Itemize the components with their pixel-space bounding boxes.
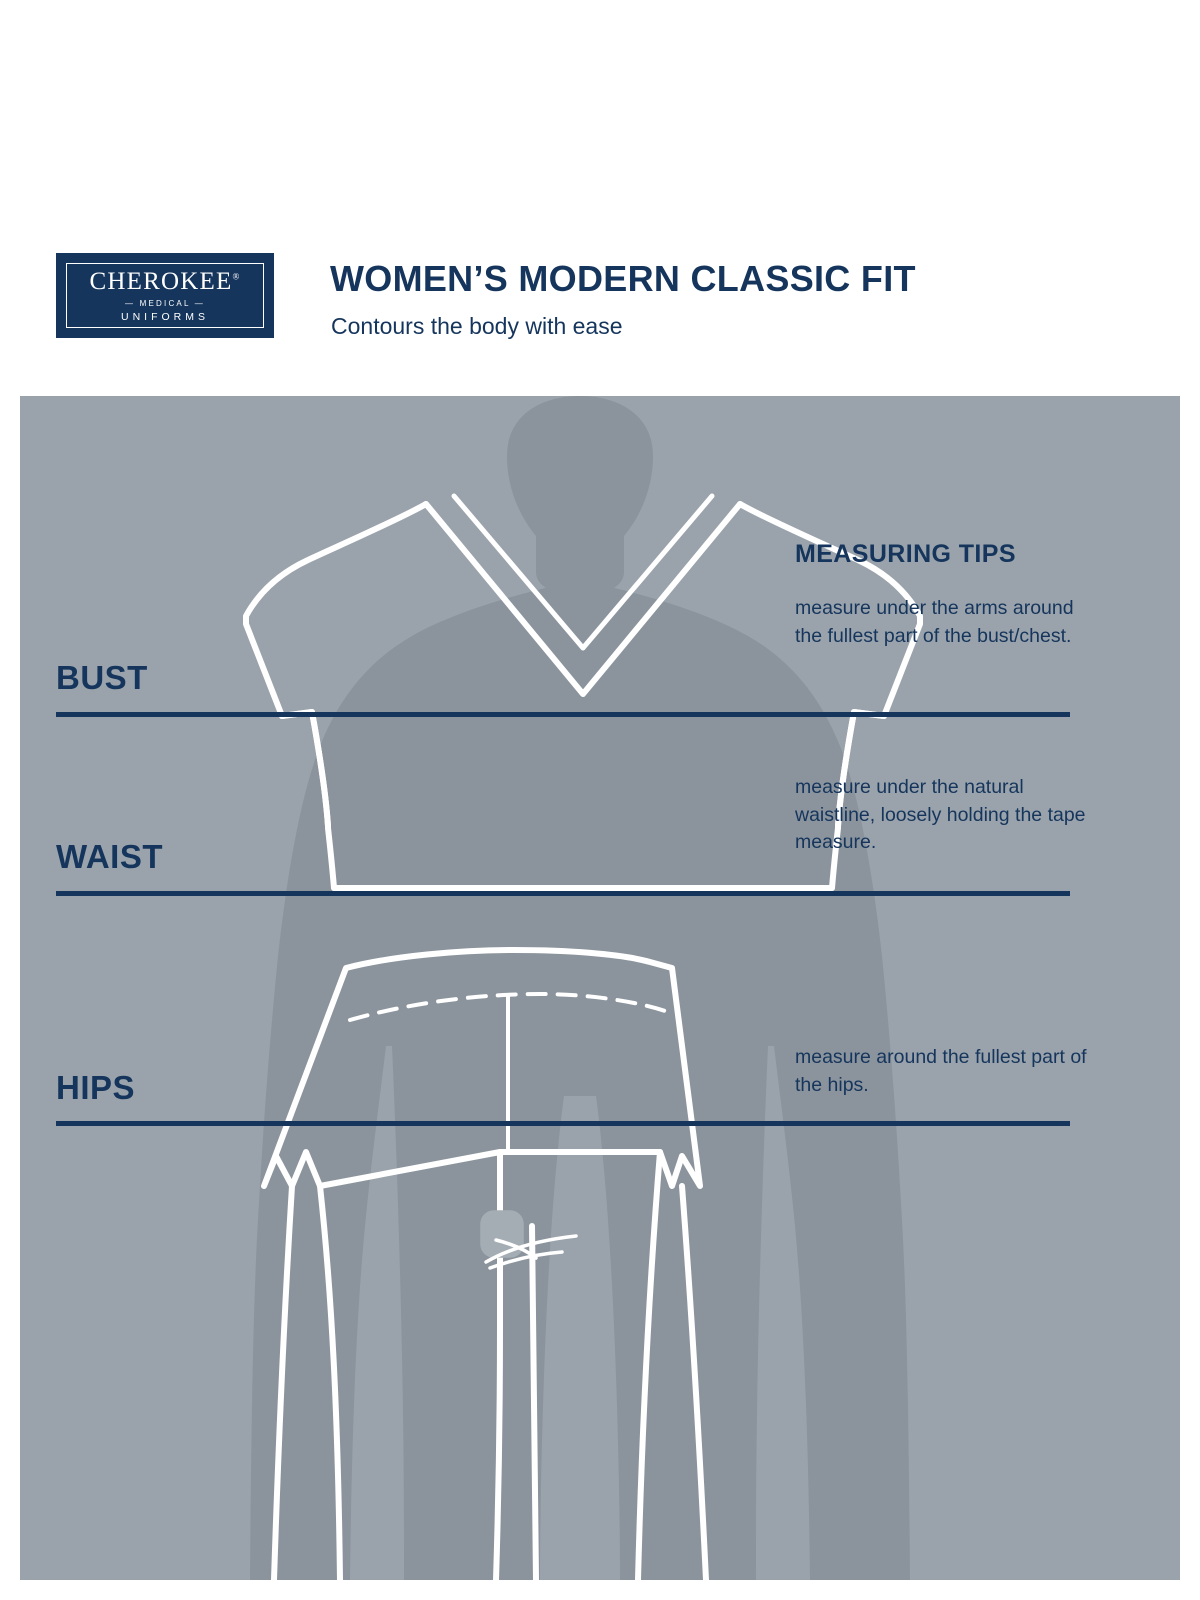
hips-label: HIPS bbox=[56, 1069, 136, 1106]
page-title: WOMEN’S MODERN CLASSIC FIT bbox=[330, 258, 916, 299]
brand-tagline-uniforms: UNIFORMS bbox=[121, 310, 209, 323]
brand-tagline-medical: — MEDICAL — bbox=[125, 298, 205, 308]
hips-measuring-tip: measure around the fullest part of the hips. bbox=[795, 1046, 1087, 1096]
diagram-panel bbox=[20, 396, 1180, 1580]
measuring-tips-title: MEASURING TIPS bbox=[795, 540, 1016, 568]
body-figure-illustration bbox=[20, 396, 1180, 1580]
registered-trademark-icon: ® bbox=[232, 271, 241, 282]
brand-name bbox=[90, 269, 241, 294]
page-subtitle: Contours the body with ease bbox=[331, 313, 623, 339]
brand-logo bbox=[56, 253, 274, 338]
waist-label: WAIST bbox=[56, 838, 163, 875]
bust-measure-line bbox=[56, 712, 1070, 717]
bust-measuring-tip: measure under the arms around the fullest part of the bust/chest. bbox=[795, 597, 1074, 647]
body-silhouette bbox=[250, 396, 910, 1580]
hips-measure-line bbox=[56, 1121, 1070, 1126]
brand-logo-inner-frame bbox=[66, 263, 264, 328]
waist-measure-line bbox=[56, 891, 1070, 896]
header bbox=[0, 0, 1200, 405]
waist-measuring-tip: measure under the natural waistline, loosely holding the tape measure. bbox=[795, 776, 1086, 854]
brand-name-text: CHEROKEE bbox=[89, 267, 233, 295]
bust-label: BUST bbox=[56, 659, 148, 696]
